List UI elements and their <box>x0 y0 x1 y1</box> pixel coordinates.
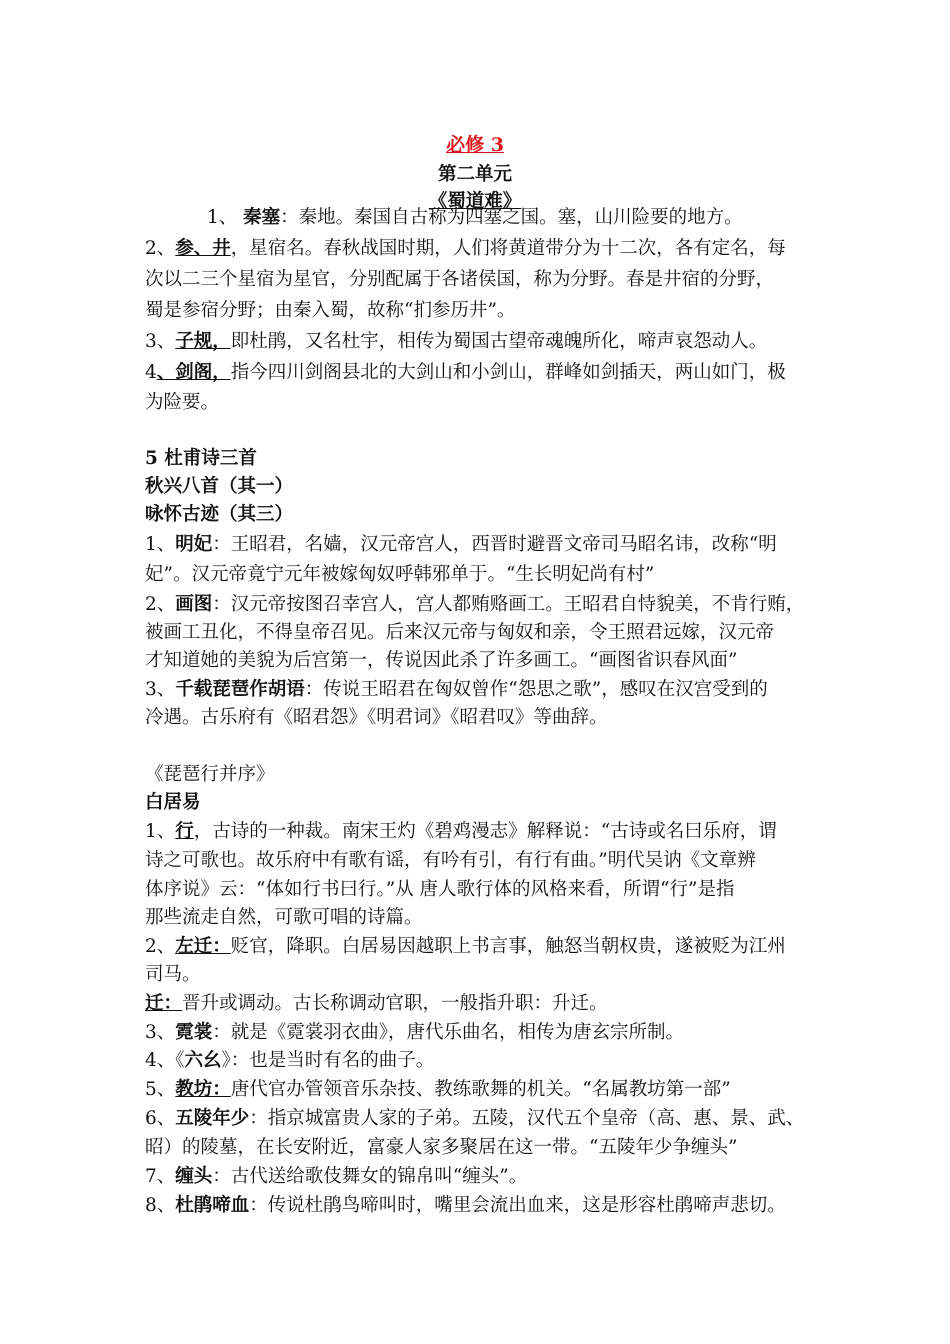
text-run: 司马。 <box>145 964 201 985</box>
text-line <box>145 447 257 471</box>
text-run: ：王昭君，名嫱，汉元帝宫人，西晋时避晋文帝司马昭名讳，改称“明 <box>212 534 777 555</box>
term: 秋兴八首（其一） <box>145 476 294 497</box>
text-run: 1、 <box>145 821 176 842</box>
text-run: 5、 <box>145 1079 176 1100</box>
text-line <box>145 906 423 930</box>
text-run: 为险要。 <box>145 392 220 413</box>
text-run: ：指京城富贵人家的子弟。五陵，汉代五个皇帝（高、惠、景、武、 <box>249 1108 805 1129</box>
text-run: 次以二三个星宿为星官，分别配属于各诸侯国，称为分野。春是井宿的分野， <box>145 269 775 290</box>
text-line <box>145 503 293 527</box>
text-line <box>145 1194 786 1218</box>
term: 六幺 <box>184 1050 222 1071</box>
module-heading: 必修 3 <box>446 134 504 156</box>
text-run: 诗之可歌也。故乐府中有歌有谣，有吟有引，有行有曲。”明代吴讷《文章辨 <box>145 850 756 871</box>
term: 5 杜甫诗三首 <box>145 448 257 469</box>
term: 迁： <box>145 993 183 1014</box>
text-run: 1、 <box>207 207 244 228</box>
text-line <box>145 593 804 617</box>
text-line <box>145 621 774 645</box>
text-line <box>145 963 201 987</box>
text-run: 3、 <box>145 679 176 700</box>
text-run: ：秦地。秦国自古称为四塞之国。塞，山川险要的地方。 <box>280 207 743 228</box>
term: 千载琵琶作胡语 <box>175 679 305 700</box>
text-run: ：传说杜鹃鸟啼叫时，嘴里会流出血来，这是形容杜鹃啼声悲切。 <box>249 1195 786 1216</box>
term: 五陵年少 <box>175 1108 250 1129</box>
unit-heading: 第二单元 <box>437 164 512 185</box>
text-line <box>145 1049 434 1073</box>
text-run: 那些流走自然，可歌可唱的诗篇。 <box>145 907 423 928</box>
text-run: ：汉元帝按图召幸宫人，宫人都贿赂画工。王昭君自恃貌美，不肯行贿， <box>212 594 805 615</box>
text-line <box>145 935 786 959</box>
text-run: ：就是《霓裳羽衣曲》，唐代乐曲名，相传为唐玄宗所制。 <box>212 1022 685 1043</box>
text-run: 》：也是当时有名的曲子。 <box>221 1050 435 1071</box>
text-line <box>145 330 767 354</box>
text-line <box>145 299 515 323</box>
text-line <box>145 706 608 730</box>
term: 左迁： <box>175 936 231 957</box>
text-line <box>145 268 774 292</box>
text-run: ：古代送给歌伎舞女的锦帛叫“缠头”。 <box>212 1166 528 1187</box>
poem-title: 《蜀道难》 <box>428 191 522 212</box>
text-line <box>145 820 777 844</box>
text-run: 3、 <box>145 331 176 352</box>
text-run: 7、 <box>145 1166 176 1187</box>
text-run: 昭）的陵墓，在长安附近，富豪人家多聚居在这一带。“五陵年少争缠头” <box>145 1137 738 1158</box>
text-run: ，星宿名。春秋战国时期，人们将黄道带分为十二次，各有定名，每 <box>230 238 786 259</box>
text-run: 3、 <box>145 1022 176 1043</box>
text-line <box>145 1107 804 1131</box>
text-run: 2、 <box>145 594 176 615</box>
text-line <box>145 391 219 415</box>
text-run: 4、《 <box>145 1050 185 1071</box>
text-run: 冷遇。古乐府有《昭君怨》《明君词》《昭君叹》等曲辞。 <box>145 707 608 728</box>
term: 画图 <box>175 594 213 615</box>
term: 霓裳 <box>175 1022 213 1043</box>
text-line <box>145 849 756 873</box>
term: 子规， <box>175 331 231 352</box>
text-run: 晋升或调动。古长称调动官职，一般指升职：升迁。 <box>182 993 608 1014</box>
text-line <box>145 361 786 385</box>
text-line <box>207 206 743 230</box>
text-line <box>145 533 777 557</box>
text-run: 指今四川剑阁县北的大剑山和小剑山，群峰如剑插天，两山如门，极 <box>230 362 786 383</box>
text-line <box>145 237 786 261</box>
text-run: 6、 <box>145 1108 176 1129</box>
text-run: 8、 <box>145 1195 176 1216</box>
term: 行 <box>175 821 194 842</box>
text-run: 2、 <box>145 238 176 259</box>
text-run: 《琵琶行并序》 <box>145 764 275 785</box>
text-line <box>145 763 275 787</box>
text-run: 体序说》云：“体如行书曰行。”从 唐人歌行体的风格来看，所谓“行”是指 <box>145 879 735 900</box>
term: 明妃 <box>175 534 213 555</box>
term: 教坊： <box>175 1079 231 1100</box>
text-run: 2、 <box>145 936 176 957</box>
text-run: ，古诗的一种裁。南宋王灼《碧鸡漫志》解释说：“古诗或名曰乐府，谓 <box>193 821 777 842</box>
text-line <box>145 1078 731 1102</box>
term: 白居易 <box>145 792 201 813</box>
term: 、剑阁， <box>156 362 231 383</box>
text-line <box>145 1136 737 1160</box>
text-run: 被画工丑化，不得皇帝召见。后来汉元帝与匈奴和亲，令王照君远嫁，汉元帝 <box>145 622 775 643</box>
text-run: 贬官，降职。白居易因越职上书言事，触怒当朝权贵，遂被贬为江州 <box>230 936 786 957</box>
text-line <box>145 1021 684 1045</box>
text-run: 1、 <box>145 534 176 555</box>
term: 秦塞 <box>243 207 281 228</box>
text-line <box>145 563 654 587</box>
text-line <box>145 678 768 702</box>
text-line <box>145 992 608 1016</box>
text-run: 蜀是参宿分野；由秦入蜀，故称“扪参历井”。 <box>145 300 516 321</box>
text-run: 即杜鹃，又名杜宇，相传为蜀国古望帝魂魄所化，啼声哀怨动人。 <box>230 331 768 352</box>
term: 缠头 <box>175 1166 213 1187</box>
text-line <box>145 791 201 815</box>
text-line <box>145 475 293 499</box>
term: 参、井 <box>175 238 231 259</box>
text-run: 才知道她的美貌为后宫第一，传说因此杀了许多画工。“画图省识春风面” <box>145 650 738 671</box>
text-line <box>145 878 734 902</box>
text-run: 唐代官办管领音乐杂技、教练歌舞的机关。“名属教坊第一部” <box>230 1079 731 1100</box>
term: 咏怀古迹（其三） <box>145 504 294 525</box>
text-line <box>145 649 737 673</box>
text-run: 4 <box>145 362 157 383</box>
text-run: 妃”。汉元帝竟宁元年被嫁匈奴呼韩邪单于。“生长明妃尚有村” <box>145 564 655 585</box>
text-run: ：传说王昭君在匈奴曾作“怨思之歌”，感叹在汉宫受到的 <box>304 679 768 700</box>
term: 杜鹃啼血 <box>175 1195 250 1216</box>
text-line <box>145 1165 527 1189</box>
